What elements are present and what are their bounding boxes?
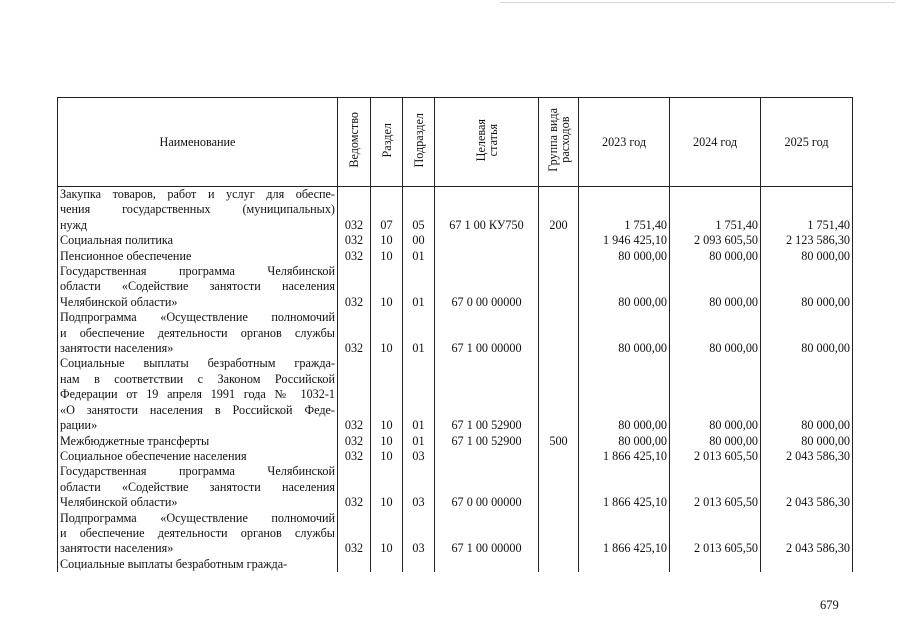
name-line: Челябинской области» xyxy=(60,294,178,309)
cell-2024: 80 000,00 xyxy=(670,310,761,356)
cell-2024: 80 000,00 xyxy=(670,249,761,264)
name-line: рации» xyxy=(60,418,98,433)
cell-2025: 2 123 586,30 xyxy=(761,233,853,248)
name-line: и обеспечение деятельности органов службы xyxy=(60,525,335,540)
cell-2023: 1 751,40 xyxy=(579,187,670,234)
name-line: Федерации от 19 апреля 1991 года № 1032-1 xyxy=(60,387,335,402)
table-row xyxy=(58,249,853,264)
cell-2023: 80 000,00 xyxy=(579,310,670,356)
cell-subsection: 03 xyxy=(403,449,435,464)
cell-2024: 2 013 605,50 xyxy=(670,464,761,510)
cell-dept: 032 xyxy=(338,187,371,234)
cell-2024: 2 013 605,50 xyxy=(670,449,761,464)
col-header-2023: 2023 год xyxy=(579,98,670,187)
name-line: чения государственных (муниципальных) xyxy=(60,202,335,217)
cell-target xyxy=(435,233,539,248)
cell-2025: 80 000,00 xyxy=(761,434,853,449)
table-row xyxy=(58,434,853,449)
cell-target: 67 1 00 52900 xyxy=(435,356,539,433)
name-line: Межбюджетные трансферты xyxy=(60,433,210,448)
cell-2025: 80 000,00 xyxy=(761,356,853,433)
cell-2023: 80 000,00 xyxy=(579,434,670,449)
cell-name xyxy=(58,233,338,248)
cell-target xyxy=(435,557,539,572)
cell-name xyxy=(58,557,338,572)
budget-table xyxy=(57,97,853,572)
cell-section: 10 xyxy=(371,264,403,310)
name-line: области «Содействие занятости населения xyxy=(60,279,335,294)
cell-2025: 80 000,00 xyxy=(761,310,853,356)
cell-2025: 80 000,00 xyxy=(761,264,853,310)
cell-2023: 80 000,00 xyxy=(579,249,670,264)
cell-2025: 2 043 586,30 xyxy=(761,511,853,557)
cell-subsection: 01 xyxy=(403,264,435,310)
cell-dept: 032 xyxy=(338,511,371,557)
cell-target: 67 1 00 КУ750 xyxy=(435,187,539,234)
cell-target: 67 1 00 00000 xyxy=(435,511,539,557)
cell-2025: 1 751,40 xyxy=(761,187,853,234)
cell-2024 xyxy=(670,557,761,572)
cell-2025: 80 000,00 xyxy=(761,249,853,264)
cell-group xyxy=(539,233,579,248)
name-line: Челябинской области» xyxy=(60,495,178,510)
cell-2023: 1 866 425,10 xyxy=(579,449,670,464)
cell-subsection: 01 xyxy=(403,249,435,264)
name-line: Государственная программа Челябинской xyxy=(60,264,335,279)
name-line: нам в соответствии с Законом Российской xyxy=(60,371,335,386)
cell-section: 07 xyxy=(371,187,403,234)
col-header-target: Целевая статья xyxy=(435,98,539,187)
cell-name xyxy=(58,249,338,264)
cell-2023: 1 866 425,10 xyxy=(579,511,670,557)
cell-section: 10 xyxy=(371,310,403,356)
name-line: Закупка товаров, работ и услуг для обеспе- xyxy=(60,187,335,201)
cell-2024: 2 093 605,50 xyxy=(670,233,761,248)
table-row xyxy=(58,464,853,510)
cell-section: 10 xyxy=(371,356,403,433)
table-row xyxy=(58,310,853,356)
name-line: Социальные выплаты безработным гражда- xyxy=(60,556,288,571)
cell-name xyxy=(58,310,338,356)
name-line: области «Содействие занятости населения xyxy=(60,479,335,494)
cell-2024: 80 000,00 xyxy=(670,434,761,449)
cell-2025: 2 043 586,30 xyxy=(761,449,853,464)
name-line: Подпрограмма «Осуществление полномочий xyxy=(60,310,335,325)
cell-dept: 032 xyxy=(338,264,371,310)
cell-2025 xyxy=(761,557,853,572)
cell-target xyxy=(435,249,539,264)
name-line: «О занятости населения в Российской Феде- xyxy=(60,402,335,417)
cell-name xyxy=(58,434,338,449)
name-line: Пенсионное обеспечение xyxy=(60,248,192,263)
cell-2024: 1 751,40 xyxy=(670,187,761,234)
cell-group xyxy=(539,356,579,433)
name-line: занятости населения» xyxy=(60,341,174,356)
cell-name xyxy=(58,511,338,557)
cell-2024: 80 000,00 xyxy=(670,356,761,433)
cell-section: 10 xyxy=(371,464,403,510)
cell-target: 67 0 00 00000 xyxy=(435,464,539,510)
cell-subsection: 01 xyxy=(403,434,435,449)
cell-group xyxy=(539,449,579,464)
col-header-section: Раздел xyxy=(371,98,403,187)
cell-name xyxy=(58,464,338,510)
cell-name xyxy=(58,449,338,464)
cell-target: 67 1 00 00000 xyxy=(435,310,539,356)
cell-dept xyxy=(338,557,371,572)
cell-subsection: 05 xyxy=(403,187,435,234)
top-rule xyxy=(500,2,895,3)
cell-subsection: 01 xyxy=(403,356,435,433)
cell-target xyxy=(435,449,539,464)
cell-2023: 1 866 425,10 xyxy=(579,464,670,510)
cell-dept: 032 xyxy=(338,356,371,433)
cell-target: 67 0 00 00000 xyxy=(435,264,539,310)
cell-target: 67 1 00 52900 xyxy=(435,434,539,449)
cell-subsection: 01 xyxy=(403,310,435,356)
cell-dept: 032 xyxy=(338,464,371,510)
cell-2023: 80 000,00 xyxy=(579,356,670,433)
table-row xyxy=(58,557,853,572)
table-row xyxy=(58,233,853,248)
cell-name xyxy=(58,187,338,234)
name-line: нужд xyxy=(60,217,88,232)
cell-2023 xyxy=(579,557,670,572)
cell-dept: 032 xyxy=(338,449,371,464)
cell-dept: 032 xyxy=(338,434,371,449)
name-line: Подпрограмма «Осуществление полномочий xyxy=(60,510,335,525)
cell-name xyxy=(58,264,338,310)
col-header-name: Наименование xyxy=(58,98,338,187)
cell-section: 10 xyxy=(371,434,403,449)
name-line: и обеспечение деятельности органов службы xyxy=(60,325,335,340)
name-line: Социальные выплаты безработным гражда- xyxy=(60,356,335,371)
name-line: Социальное обеспечение населения xyxy=(60,448,247,463)
cell-section: 10 xyxy=(371,449,403,464)
cell-section: 10 xyxy=(371,233,403,248)
col-header-2025: 2025 год xyxy=(761,98,853,187)
cell-group xyxy=(539,464,579,510)
table-row xyxy=(58,449,853,464)
table-row xyxy=(58,264,853,310)
name-line: занятости населения» xyxy=(60,541,174,556)
cell-subsection: 03 xyxy=(403,464,435,510)
cell-subsection: 03 xyxy=(403,511,435,557)
cell-2023: 80 000,00 xyxy=(579,264,670,310)
cell-2024: 2 013 605,50 xyxy=(670,511,761,557)
cell-dept: 032 xyxy=(338,249,371,264)
cell-dept: 032 xyxy=(338,233,371,248)
cell-group xyxy=(539,249,579,264)
cell-2025: 2 043 586,30 xyxy=(761,464,853,510)
cell-group: 200 xyxy=(539,187,579,234)
cell-2024: 80 000,00 xyxy=(670,264,761,310)
cell-group xyxy=(539,511,579,557)
table-row xyxy=(58,187,853,234)
table-body xyxy=(58,187,853,573)
table-row xyxy=(58,511,853,557)
table-header-row xyxy=(58,98,853,187)
cell-group xyxy=(539,310,579,356)
cell-section: 10 xyxy=(371,249,403,264)
col-header-group: Группа вида расходов xyxy=(539,98,579,187)
cell-name xyxy=(58,356,338,433)
table-row xyxy=(58,356,853,433)
cell-dept: 032 xyxy=(338,310,371,356)
col-header-2024: 2024 год xyxy=(670,98,761,187)
cell-section xyxy=(371,557,403,572)
col-header-subsection: Подраздел xyxy=(403,98,435,187)
cell-group: 500 xyxy=(539,434,579,449)
name-line: Государственная программа Челябинской xyxy=(60,464,335,479)
cell-subsection xyxy=(403,557,435,572)
col-header-dept: Ведомство xyxy=(338,98,371,187)
page-number: 679 xyxy=(820,598,839,612)
cell-section: 10 xyxy=(371,511,403,557)
cell-2023: 1 946 425,10 xyxy=(579,233,670,248)
cell-group xyxy=(539,557,579,572)
name-line: Социальная политика xyxy=(60,233,174,248)
cell-group xyxy=(539,264,579,310)
cell-subsection: 00 xyxy=(403,233,435,248)
